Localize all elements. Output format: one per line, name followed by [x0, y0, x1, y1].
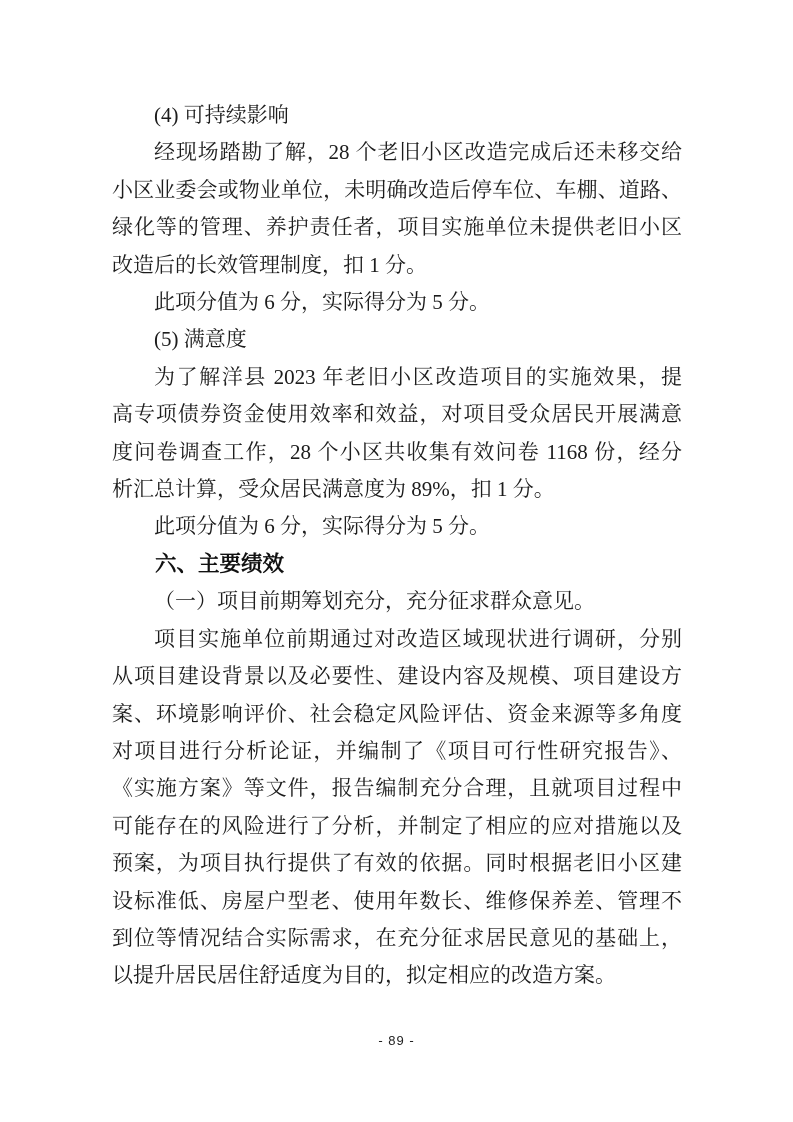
paragraph	[112, 359, 682, 509]
text-line: 案、环境影响评价、社会稳定风险评估、资金来源等多角度	[112, 701, 682, 726]
text-line: 改造后的长效管理制度，扣 1 分。	[112, 252, 427, 277]
paragraph	[112, 508, 682, 545]
text-line: 从项目建设背景以及必要性、建设内容及规模、项目建设方	[112, 664, 682, 689]
paragraph	[112, 284, 682, 321]
paragraph	[112, 97, 682, 134]
text-line: 对项目进行分析论证，并编制了《项目可行性研究报告》、	[112, 738, 682, 763]
text-line: （一）项目前期筹划充分，充分征求群众意见。	[154, 589, 595, 614]
text-line: (5) 满意度	[154, 327, 247, 352]
text-line: 析汇总计算，受众居民满意度为 89%，扣 1 分。	[112, 477, 555, 502]
text-line: (4) 可持续影响	[154, 103, 289, 127]
text-line: 小区业委会或物业单位，未明确改造后停车位、车棚、道路、	[112, 177, 682, 202]
document-body	[112, 97, 682, 995]
section-heading	[112, 546, 682, 583]
page-footer	[0, 1032, 793, 1050]
text-line: 六、主要绩效	[155, 551, 285, 576]
text-line: 高专项债券资金使用效率和效益，对项目受众居民开展满意	[112, 402, 682, 427]
text-line: 项目实施单位前期通过对改造区域现状进行调研，分别	[154, 626, 682, 651]
text-line: 以提升居民居住舒适度为目的，拟定相应的改造方案。	[112, 963, 616, 988]
text-line: 可能存在的风险进行了分析，并制定了相应的应对措施以及	[112, 813, 682, 838]
text-line: 经现场踏勘了解，28 个老旧小区改造完成后还未移交给	[154, 140, 682, 165]
text-line: 此项分值为 6 分，实际得分为 5 分。	[154, 290, 490, 315]
sub-section-heading	[112, 583, 682, 620]
page-number: - 89 -	[378, 1033, 415, 1048]
paragraph	[112, 621, 682, 995]
text-line: 到位等情况结合实际需求，在充分征求居民意见的基础上，	[112, 925, 682, 950]
text-line: 预案，为项目执行提供了有效的依据。同时根据老旧小区建	[112, 851, 682, 876]
text-line: 度问卷调查工作，28 个小区共收集有效问卷 1168 份，经分	[112, 439, 682, 464]
paragraph	[112, 134, 682, 284]
text-line: 设标准低、房屋户型老、使用年数长、维修保养差、管理不	[112, 888, 682, 913]
text-line: 《实施方案》等文件，报告编制充分合理，且就项目过程中	[112, 776, 682, 801]
text-line: 此项分值为 6 分，实际得分为 5 分。	[154, 514, 490, 539]
paragraph	[112, 321, 682, 358]
text-line: 为了解洋县 2023 年老旧小区改造项目的实施效果，提	[154, 364, 682, 389]
text-line: 绿化等的管理、养护责任者，项目实施单位未提供老旧小区	[112, 215, 682, 240]
